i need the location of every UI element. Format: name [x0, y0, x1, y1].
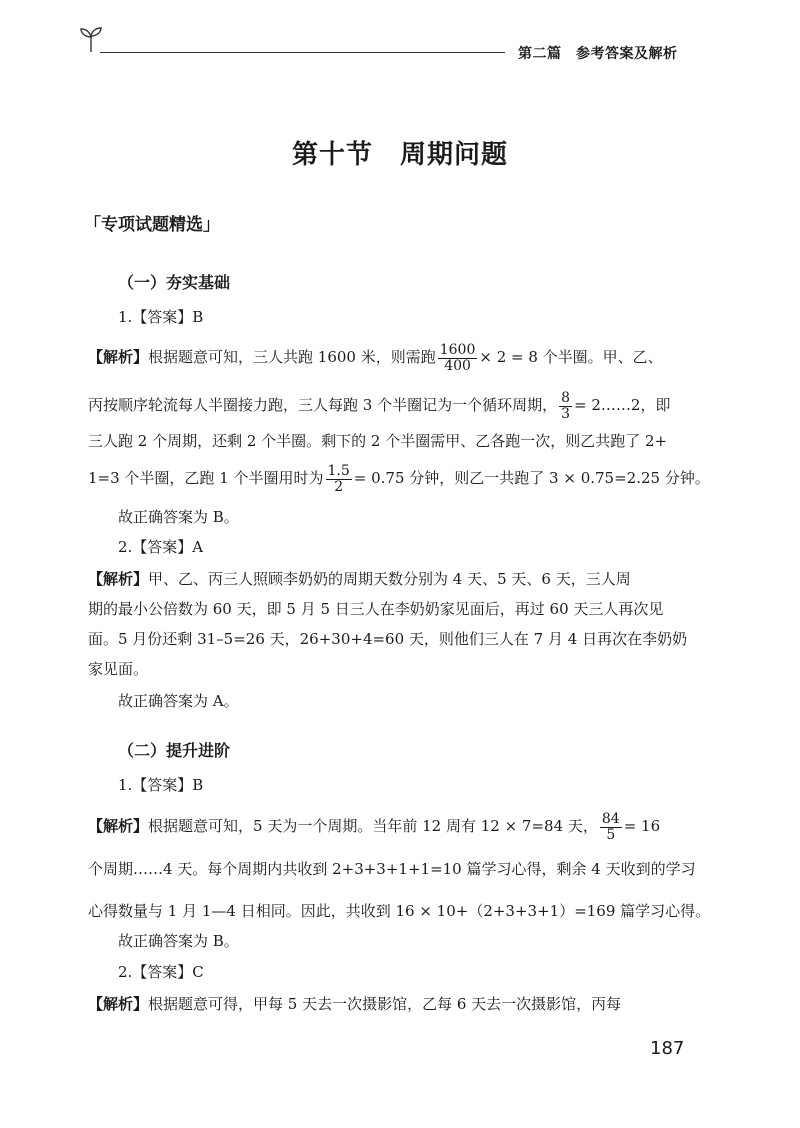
fraction: $\frac{84}{5}$ [601, 811, 620, 843]
analysis-p1-q2-line4: 家见面。 [88, 660, 149, 678]
page-title: 第十节 周期问题 [291, 140, 508, 170]
analysis-p1-q2-line3: 面。5 月份还剩 31–5=26 天，26+30+4=60 天，则他们三人在 7 月 4 日再次在李奶奶 [88, 630, 688, 648]
analysis-p2-q2-line1: 【解析】根据题意可得，甲每 5 天去一次摄影馆，乙每 6 天去一次摄影馆，丙每 [88, 995, 622, 1013]
analysis-p1-q1-line1: 【解析】根据题意可知，三人共跑 1600 米，则需跑 $\frac{1600}{400}$ × 2 = 8 个半圈。甲、乙、 [88, 342, 663, 374]
header-rule [100, 52, 505, 53]
subsection-heading-1: （一）夯实基础 [118, 273, 231, 292]
analysis-p1-q2-line2: 期的最小公倍数为 60 天，即 5 月 5 日三人在李奶奶家见面后，再过 60 天三人再次见 [88, 600, 664, 618]
running-header: 第二篇 参考答案及解析 [518, 46, 678, 62]
fraction: $\frac{1600}{400}$ [439, 342, 476, 374]
answer-p1-q2: 2.【答案】A [118, 538, 204, 556]
fraction: $\frac{8}{3}$ [561, 390, 571, 422]
analysis-p1-q1-line2: 丙按顺序轮流每人半圈接力跑，三人每跑 3 个半圈记为一个循环周期， $\frac{8}{3}$ = 2……2，即 [88, 390, 671, 422]
subsection-heading-2: （二）提升进阶 [118, 741, 231, 760]
sprout-icon [78, 24, 104, 54]
answer-p2-q1: 1.【答案】B [118, 776, 204, 794]
analysis-p2-q1-line3: 心得数量与 1 月 1—4 日相同。因此，共收到 16 × 10+（2+3+3+1）=169 篇学习心得。 [88, 902, 711, 920]
analysis-p1-q2-line1: 【解析】甲、乙、丙三人照顾李奶奶的周期天数分别为 4 天、5 天、6 天，三人周 [88, 570, 631, 588]
answer-p1-q1: 1.【答案】B [118, 308, 204, 326]
section-heading: 「专项试题精选」 [84, 215, 220, 235]
analysis-p1-q1-line3: 三人跑 2 个周期，还剩 2 个半圈。剩下的 2 个半圈需甲、乙各跑一次，则乙共跑了 2+ [88, 432, 668, 450]
analysis-p2-q1-line2: 个周期……4 天。每个周期内共收到 2+3+3+1+1=10 篇学习心得，剩余 4 天收到的学习 [88, 860, 696, 878]
page-number: 187 [650, 1038, 685, 1059]
analysis-p2-q1-line1: 【解析】根据题意可知，5 天为一个周期。当年前 12 周有 12 × 7=84 天， $\frac{84}{5}$ = 16 [88, 811, 661, 843]
conclusion-p1-q1: 故正确答案为 B。 [118, 508, 239, 526]
analysis-p1-q1-line4: 1=3 个半圈，乙跑 1 个半圈用时为 $\frac{1.5}{2}$ = 0.75 分钟，则乙一共跑了 3 × 0.75=2.25 分钟。 [88, 463, 710, 495]
conclusion-p2-q1: 故正确答案为 B。 [118, 932, 239, 950]
answer-p2-q2: 2.【答案】C [118, 963, 204, 981]
conclusion-p1-q2: 故正确答案为 A。 [118, 692, 239, 710]
fraction: $\frac{1.5}{2}$ [327, 463, 350, 495]
